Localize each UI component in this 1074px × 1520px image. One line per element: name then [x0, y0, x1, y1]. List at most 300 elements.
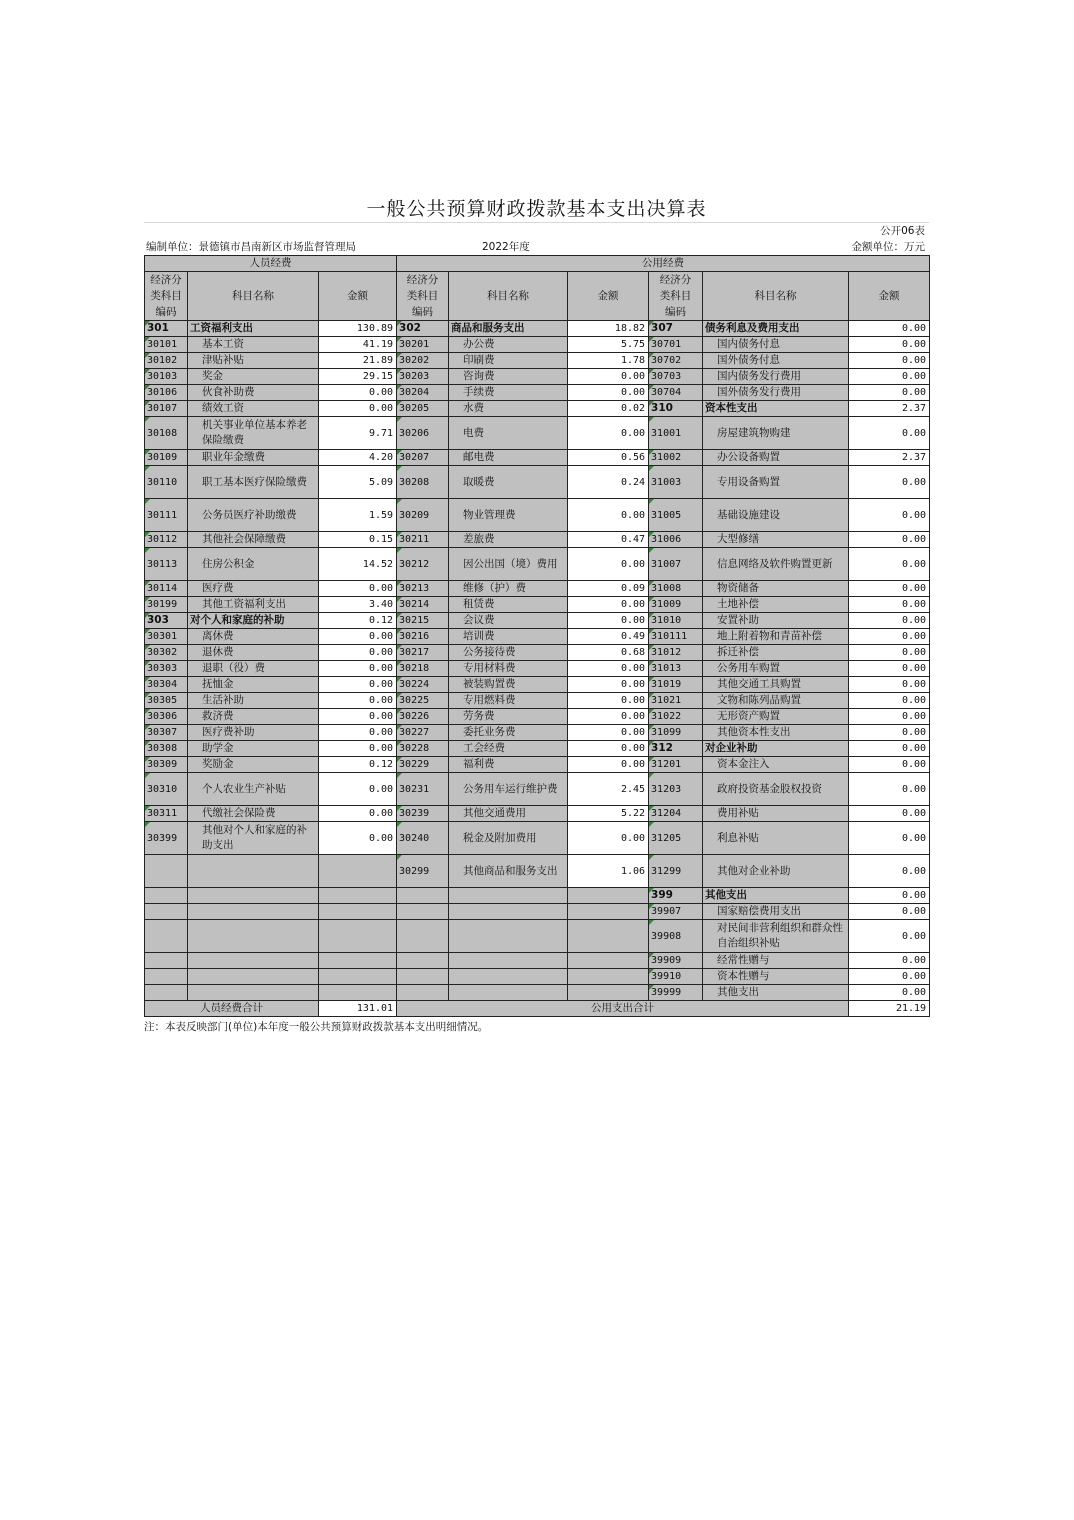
- code-header: 经济分 类科目 编码: [145, 272, 188, 321]
- economic-code-cell: 30229: [397, 757, 449, 773]
- amount-cell: 0.12: [319, 613, 397, 629]
- economic-code-cell: 30211: [397, 532, 449, 548]
- amount-cell: 1.06: [568, 855, 649, 888]
- amount-cell: 0.00: [849, 969, 930, 985]
- amount-cell: 0.12: [319, 757, 397, 773]
- table-row: [145, 677, 930, 693]
- item-name-cell: [188, 985, 319, 1001]
- economic-code-cell: 31204: [649, 806, 703, 822]
- table-row: [145, 401, 930, 417]
- item-name-cell: 利息补贴: [703, 822, 849, 855]
- amount-cell: 3.40: [319, 597, 397, 613]
- table-row: [145, 613, 930, 629]
- amount-cell: 0.00: [849, 953, 930, 969]
- amount-cell: 0.00: [319, 661, 397, 677]
- table-row: [145, 953, 930, 969]
- economic-code-cell: [145, 953, 188, 969]
- economic-code-cell: 30106: [145, 385, 188, 401]
- item-name-cell: 绩效工资: [188, 401, 319, 417]
- table-row: [145, 385, 930, 401]
- economic-code-cell: 310: [649, 401, 703, 417]
- amount-cell: [319, 888, 397, 904]
- item-name-cell: 土地补偿: [703, 597, 849, 613]
- item-name-cell: 资本性赠与: [703, 969, 849, 985]
- amount-cell: 0.00: [849, 466, 930, 499]
- amount-cell: 0.00: [319, 629, 397, 645]
- table-row: [145, 499, 930, 532]
- item-name-cell: [188, 969, 319, 985]
- amount-cell: 5.22: [568, 806, 649, 822]
- economic-code-cell: 30217: [397, 645, 449, 661]
- economic-code-cell: 30113: [145, 548, 188, 581]
- table-row: [145, 741, 930, 757]
- item-name-cell: 信息网络及软件购置更新: [703, 548, 849, 581]
- economic-code-cell: 30202: [397, 353, 449, 369]
- code-header: 经济分 类科目 编码: [649, 272, 703, 321]
- public-header: 公用经费: [397, 256, 930, 272]
- item-name-cell: 物业管理费: [449, 499, 568, 532]
- economic-code-cell: 39907: [649, 904, 703, 920]
- table-row: [145, 757, 930, 773]
- amount-cell: 0.00: [849, 548, 930, 581]
- amount-cell: 0.00: [568, 417, 649, 450]
- economic-code-cell: 30307: [145, 725, 188, 741]
- amount-cell: [319, 920, 397, 953]
- name-header: 科目名称: [703, 272, 849, 321]
- economic-code-cell: 30240: [397, 822, 449, 855]
- economic-code-cell: [145, 888, 188, 904]
- table-row: [145, 985, 930, 1001]
- item-name-cell: 国外债务付息: [703, 353, 849, 369]
- amount-cell: 0.00: [849, 677, 930, 693]
- table-row: [145, 693, 930, 709]
- table-row: [145, 466, 930, 499]
- economic-code-cell: 30309: [145, 757, 188, 773]
- economic-code-cell: [397, 920, 449, 953]
- economic-code-cell: 30301: [145, 629, 188, 645]
- public-total-label: 公用支出合计: [397, 1001, 849, 1017]
- amount-cell: 0.00: [319, 645, 397, 661]
- amount-cell: 0.00: [568, 693, 649, 709]
- amount-header: 金额: [568, 272, 649, 321]
- item-name-cell: 国内债务付息: [703, 337, 849, 353]
- economic-code-cell: 30203: [397, 369, 449, 385]
- item-name-cell: 对企业补助: [703, 741, 849, 757]
- item-name-cell: 公务接待费: [449, 645, 568, 661]
- economic-code-cell: 30225: [397, 693, 449, 709]
- amount-cell: 9.71: [319, 417, 397, 450]
- item-name-cell: 债务利息及费用支出: [703, 321, 849, 337]
- economic-code-cell: 30224: [397, 677, 449, 693]
- item-name-cell: 助学金: [188, 741, 319, 757]
- amount-header: 金额: [319, 272, 397, 321]
- amount-cell: 0.00: [849, 693, 930, 709]
- economic-code-cell: [145, 904, 188, 920]
- item-name-cell: 被装购置费: [449, 677, 568, 693]
- item-name-cell: 安置补助: [703, 613, 849, 629]
- economic-code-cell: 30226: [397, 709, 449, 725]
- economic-code-cell: 31003: [649, 466, 703, 499]
- economic-code-cell: 31022: [649, 709, 703, 725]
- amount-cell: 0.00: [849, 725, 930, 741]
- economic-code-cell: [145, 855, 188, 888]
- economic-code-cell: 30302: [145, 645, 188, 661]
- economic-code-cell: 312: [649, 741, 703, 757]
- item-name-cell: 专用材料费: [449, 661, 568, 677]
- economic-code-cell: 30308: [145, 741, 188, 757]
- economic-code-cell: 31008: [649, 581, 703, 597]
- item-name-cell: 生活补助: [188, 693, 319, 709]
- amount-cell: 0.00: [568, 709, 649, 725]
- public-total-value: 21.19: [849, 1001, 930, 1017]
- column-header-row: [145, 272, 930, 321]
- amount-cell: 2.45: [568, 773, 649, 806]
- economic-code-cell: 30102: [145, 353, 188, 369]
- economic-code-cell: 31021: [649, 693, 703, 709]
- amount-cell: 0.00: [319, 822, 397, 855]
- item-name-cell: 大型修缮: [703, 532, 849, 548]
- amount-header: 金额: [849, 272, 930, 321]
- amount-unit: 金额单位：万元: [851, 241, 925, 253]
- amount-cell: [568, 969, 649, 985]
- economic-code-cell: 31010: [649, 613, 703, 629]
- item-name-cell: 拆迁补偿: [703, 645, 849, 661]
- amount-cell: 1.59: [319, 499, 397, 532]
- economic-code-cell: 30201: [397, 337, 449, 353]
- economic-code-cell: 310111: [649, 629, 703, 645]
- item-name-cell: 文物和陈列品购置: [703, 693, 849, 709]
- amount-cell: [568, 953, 649, 969]
- economic-code-cell: 31012: [649, 645, 703, 661]
- item-name-cell: 专用燃料费: [449, 693, 568, 709]
- item-name-cell: [188, 855, 319, 888]
- item-name-cell: 离休费: [188, 629, 319, 645]
- amount-cell: 0.00: [849, 369, 930, 385]
- economic-code-cell: 31205: [649, 822, 703, 855]
- economic-code-cell: 31201: [649, 757, 703, 773]
- item-name-cell: 物资储备: [703, 581, 849, 597]
- table-row: [145, 904, 930, 920]
- economic-code-cell: 30212: [397, 548, 449, 581]
- economic-code-cell: [145, 920, 188, 953]
- item-name-cell: [188, 888, 319, 904]
- item-name-cell: 商品和服务支出: [449, 321, 568, 337]
- item-name-cell: 政府投资基金股权投资: [703, 773, 849, 806]
- item-name-cell: 委托业务费: [449, 725, 568, 741]
- item-name-cell: 其他对企业补助: [703, 855, 849, 888]
- amount-cell: 0.68: [568, 645, 649, 661]
- item-name-cell: 其他交通工具购置: [703, 677, 849, 693]
- economic-code-cell: 39908: [649, 920, 703, 953]
- item-name-cell: 其他交通费用: [449, 806, 568, 822]
- economic-code-cell: 30215: [397, 613, 449, 629]
- economic-code-cell: 30111: [145, 499, 188, 532]
- table-row: [145, 725, 930, 741]
- table-row: [145, 969, 930, 985]
- item-name-cell: 资本金注入: [703, 757, 849, 773]
- amount-cell: 0.00: [319, 581, 397, 597]
- item-name-cell: 手续费: [449, 385, 568, 401]
- economic-code-cell: 30306: [145, 709, 188, 725]
- amount-cell: 41.19: [319, 337, 397, 353]
- amount-cell: [319, 985, 397, 1001]
- item-name-cell: [449, 985, 568, 1001]
- amount-cell: [568, 920, 649, 953]
- economic-code-cell: [145, 969, 188, 985]
- item-name-cell: 公务员医疗补助缴费: [188, 499, 319, 532]
- economic-code-cell: 30216: [397, 629, 449, 645]
- economic-code-cell: 303: [145, 613, 188, 629]
- amount-cell: 0.15: [319, 532, 397, 548]
- item-name-cell: 房屋建筑物购建: [703, 417, 849, 450]
- economic-code-cell: 302: [397, 321, 449, 337]
- amount-cell: 2.37: [849, 450, 930, 466]
- economic-code-cell: 31203: [649, 773, 703, 806]
- item-name-cell: 其他商品和服务支出: [449, 855, 568, 888]
- economic-code-cell: 30299: [397, 855, 449, 888]
- economic-code-cell: 30228: [397, 741, 449, 757]
- economic-code-cell: 30231: [397, 773, 449, 806]
- item-name-cell: 职工基本医疗保险缴费: [188, 466, 319, 499]
- economic-code-cell: 30704: [649, 385, 703, 401]
- economic-code-cell: 30101: [145, 337, 188, 353]
- code-header: 经济分 类科目 编码: [397, 272, 449, 321]
- economic-code-cell: 30112: [145, 532, 188, 548]
- name-header: 科目名称: [449, 272, 568, 321]
- item-name-cell: 资本性支出: [703, 401, 849, 417]
- item-name-cell: 对民间非营利组织和群众性自治组织补贴: [703, 920, 849, 953]
- amount-cell: 4.20: [319, 450, 397, 466]
- economic-code-cell: 39910: [649, 969, 703, 985]
- item-name-cell: 津贴补贴: [188, 353, 319, 369]
- item-name-cell: 个人农业生产补贴: [188, 773, 319, 806]
- amount-cell: [319, 953, 397, 969]
- amount-cell: 0.00: [849, 985, 930, 1001]
- item-name-cell: 退职（役）费: [188, 661, 319, 677]
- amount-cell: 18.82: [568, 321, 649, 337]
- item-name-cell: 公务用车运行维护费: [449, 773, 568, 806]
- item-name-cell: 其他工资福利支出: [188, 597, 319, 613]
- amount-cell: 0.00: [568, 757, 649, 773]
- economic-code-cell: 30103: [145, 369, 188, 385]
- amount-cell: 0.00: [319, 773, 397, 806]
- item-name-cell: 邮电费: [449, 450, 568, 466]
- amount-cell: 0.00: [319, 806, 397, 822]
- item-name-cell: 国外债务发行费用: [703, 385, 849, 401]
- amount-cell: 0.00: [568, 597, 649, 613]
- item-name-cell: 医疗费补助: [188, 725, 319, 741]
- amount-cell: 0.00: [849, 661, 930, 677]
- item-name-cell: 办公设备购置: [703, 450, 849, 466]
- economic-code-cell: 39909: [649, 953, 703, 969]
- table-row: [145, 450, 930, 466]
- table-row: [145, 709, 930, 725]
- amount-cell: [319, 969, 397, 985]
- economic-code-cell: 31005: [649, 499, 703, 532]
- amount-cell: 0.24: [568, 466, 649, 499]
- report-year: 2022年度: [482, 241, 530, 253]
- amount-cell: 0.00: [319, 741, 397, 757]
- item-name-cell: 专用设备购置: [703, 466, 849, 499]
- item-name-cell: 住房公积金: [188, 548, 319, 581]
- table-row: [145, 321, 930, 337]
- table-row: [145, 645, 930, 661]
- amount-cell: 0.00: [849, 645, 930, 661]
- item-name-cell: [449, 904, 568, 920]
- item-name-cell: 公务用车购置: [703, 661, 849, 677]
- amount-cell: 2.37: [849, 401, 930, 417]
- economic-code-cell: 30702: [649, 353, 703, 369]
- item-name-cell: 职业年金缴费: [188, 450, 319, 466]
- economic-code-cell: 30107: [145, 401, 188, 417]
- economic-code-cell: 30239: [397, 806, 449, 822]
- economic-code-cell: 30207: [397, 450, 449, 466]
- amount-cell: 0.00: [849, 888, 930, 904]
- table-row: [145, 806, 930, 822]
- economic-code-cell: 31299: [649, 855, 703, 888]
- compiling-unit: 编制单位：景德镇市昌南新区市场监督管理局: [146, 241, 356, 253]
- economic-code-cell: 31019: [649, 677, 703, 693]
- economic-code-cell: 31009: [649, 597, 703, 613]
- economic-code-cell: 31013: [649, 661, 703, 677]
- item-name-cell: 伙食补助费: [188, 385, 319, 401]
- item-name-cell: [449, 969, 568, 985]
- item-name-cell: 奖金: [188, 369, 319, 385]
- amount-cell: 0.00: [849, 597, 930, 613]
- item-name-cell: 对个人和家庭的补助: [188, 613, 319, 629]
- economic-code-cell: 30214: [397, 597, 449, 613]
- item-name-cell: 无形资产购置: [703, 709, 849, 725]
- economic-code-cell: 31002: [649, 450, 703, 466]
- item-name-cell: 基础设施建设: [703, 499, 849, 532]
- economic-code-cell: 30114: [145, 581, 188, 597]
- economic-code-cell: 30213: [397, 581, 449, 597]
- economic-code-cell: [145, 985, 188, 1001]
- economic-code-cell: [397, 888, 449, 904]
- item-name-cell: 费用补贴: [703, 806, 849, 822]
- item-name-cell: 劳务费: [449, 709, 568, 725]
- amount-cell: 0.00: [568, 677, 649, 693]
- amount-cell: 0.00: [319, 693, 397, 709]
- amount-cell: 0.00: [849, 629, 930, 645]
- economic-code-cell: [397, 969, 449, 985]
- economic-code-cell: 30204: [397, 385, 449, 401]
- amount-cell: 0.00: [849, 337, 930, 353]
- amount-cell: 0.00: [849, 613, 930, 629]
- amount-cell: 130.89: [319, 321, 397, 337]
- item-name-cell: 取暖费: [449, 466, 568, 499]
- item-name-cell: 国内债务发行费用: [703, 369, 849, 385]
- economic-code-cell: 30304: [145, 677, 188, 693]
- meta-row: [144, 239, 929, 255]
- amount-cell: 0.00: [849, 920, 930, 953]
- amount-cell: 0.00: [849, 321, 930, 337]
- amount-cell: 0.00: [319, 401, 397, 417]
- amount-cell: 0.00: [319, 709, 397, 725]
- name-header: 科目名称: [188, 272, 319, 321]
- item-name-cell: 地上附着物和青苗补偿: [703, 629, 849, 645]
- table-row: [145, 337, 930, 353]
- amount-cell: 0.00: [568, 661, 649, 677]
- item-name-cell: 退休费: [188, 645, 319, 661]
- amount-cell: 0.00: [849, 581, 930, 597]
- economic-code-cell: 30311: [145, 806, 188, 822]
- amount-cell: 0.00: [849, 741, 930, 757]
- economic-code-cell: 31007: [649, 548, 703, 581]
- economic-code-cell: 30303: [145, 661, 188, 677]
- economic-code-cell: 30208: [397, 466, 449, 499]
- table-row: [145, 888, 930, 904]
- economic-code-cell: [397, 985, 449, 1001]
- footnote: 注：本表反映部门(单位)本年度一般公共预算财政拨款基本支出明细情况。: [144, 1021, 489, 1033]
- table-row: [145, 773, 930, 806]
- item-name-cell: 其他对个人和家庭的补助支出: [188, 822, 319, 855]
- item-name-cell: [188, 920, 319, 953]
- economic-code-cell: 39999: [649, 985, 703, 1001]
- amount-cell: 0.00: [319, 725, 397, 741]
- personnel-total-value: 131.01: [319, 1001, 397, 1017]
- amount-cell: 14.52: [319, 548, 397, 581]
- amount-cell: 0.00: [568, 369, 649, 385]
- amount-cell: 0.00: [568, 822, 649, 855]
- economic-code-cell: 31001: [649, 417, 703, 450]
- amount-cell: 0.00: [849, 532, 930, 548]
- personnel-header: 人员经费: [145, 256, 397, 272]
- item-name-cell: 差旅费: [449, 532, 568, 548]
- item-name-cell: 国家赔偿费用支出: [703, 904, 849, 920]
- table-row: [145, 353, 930, 369]
- expenditure-table: [144, 255, 930, 1017]
- economic-code-cell: 30109: [145, 450, 188, 466]
- item-name-cell: 维修（护）费: [449, 581, 568, 597]
- amount-cell: 0.00: [568, 385, 649, 401]
- amount-cell: 0.00: [849, 773, 930, 806]
- amount-cell: 0.00: [849, 385, 930, 401]
- item-name-cell: 抚恤金: [188, 677, 319, 693]
- amount-cell: [568, 904, 649, 920]
- item-name-cell: 工会经费: [449, 741, 568, 757]
- amount-cell: 1.78: [568, 353, 649, 369]
- table-row: [145, 417, 930, 450]
- table-row: [145, 369, 930, 385]
- economic-code-cell: 30310: [145, 773, 188, 806]
- economic-code-cell: 30227: [397, 725, 449, 741]
- item-name-cell: [449, 920, 568, 953]
- item-name-cell: 租赁费: [449, 597, 568, 613]
- amount-cell: 0.56: [568, 450, 649, 466]
- item-name-cell: 其他支出: [703, 985, 849, 1001]
- economic-code-cell: 30218: [397, 661, 449, 677]
- amount-cell: 0.00: [319, 385, 397, 401]
- economic-code-cell: 30399: [145, 822, 188, 855]
- group-header-row: [145, 256, 930, 272]
- amount-cell: 0.00: [568, 725, 649, 741]
- economic-code-cell: 30110: [145, 466, 188, 499]
- item-name-cell: 其他社会保障缴费: [188, 532, 319, 548]
- amount-cell: 0.00: [319, 677, 397, 693]
- item-name-cell: 医疗费: [188, 581, 319, 597]
- amount-cell: 0.00: [568, 499, 649, 532]
- amount-cell: [319, 904, 397, 920]
- item-name-cell: 培训费: [449, 629, 568, 645]
- amount-cell: 0.02: [568, 401, 649, 417]
- report-title: 一般公共预算财政拨款基本支出决算表: [144, 196, 929, 223]
- amount-cell: 5.75: [568, 337, 649, 353]
- item-name-cell: [449, 953, 568, 969]
- economic-code-cell: 30199: [145, 597, 188, 613]
- amount-cell: [319, 855, 397, 888]
- amount-cell: [568, 888, 649, 904]
